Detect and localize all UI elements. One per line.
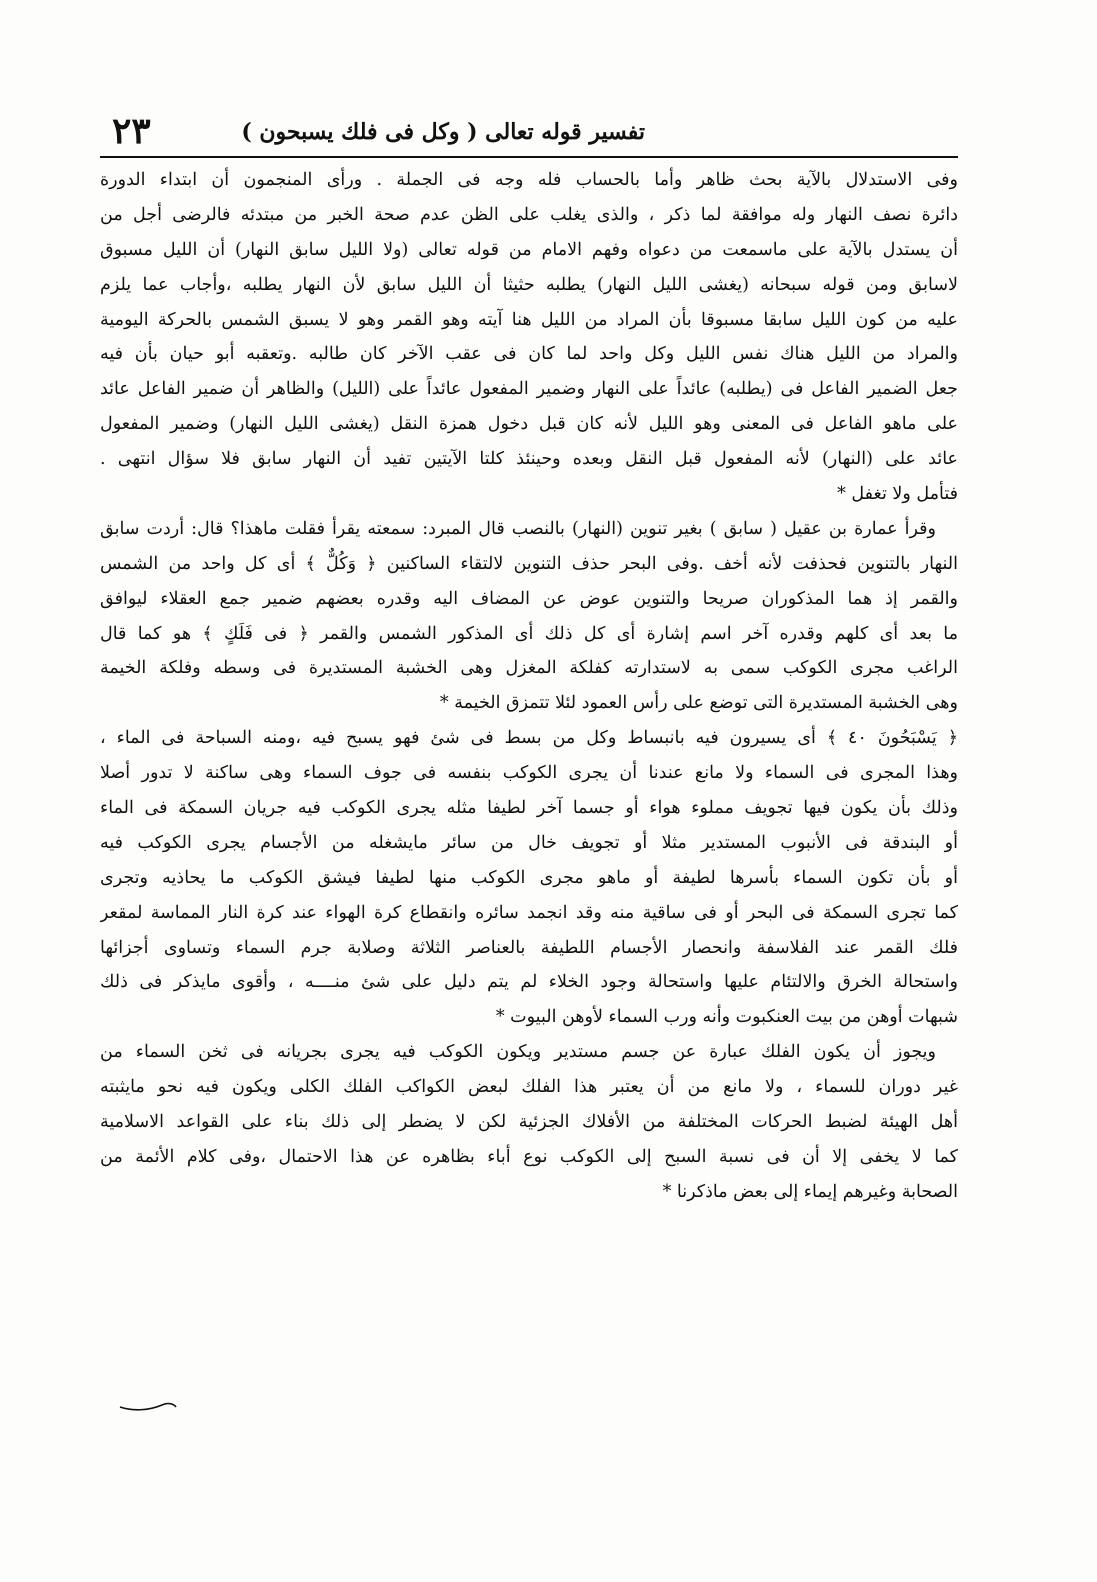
text-line: شبهات أوهن من بيت العنكبوت وأنه ورب السماء لأوهن البيوت * <box>495 1007 958 1028</box>
text-line: دائرة نصف النهار وله موافقة لما ذكر ، والذى يغلب على الظن عدم صحة الخبر من مبتدئه فالرضى أجل من <box>100 204 958 225</box>
page-header <box>100 108 960 158</box>
text-line: عليه من كون الليل سابقا مسبوقا بأن المراد من الليل هنا آيته وهو القمر وهو لا يسبق الشمس بالحركة اليومية <box>100 309 958 330</box>
text-line: وهذا المجرى فى السماء ولا مانع عندنا أن يجرى الكوكب بنفسه فى جوف السماء وهى ساكنة لا تدور أصلا <box>100 763 958 784</box>
text-line: ﴿ يَسْبَحُونَ ٤٠ ﴾ أى يسيرون فيه بانبساط وكل من بسط فى شئ فهو يسبح فيه ،ومنه السباحة فى الماء ، <box>100 728 958 749</box>
text-line: فتأمل ولا تغفل * <box>837 484 958 505</box>
text-line: ما بعد أى كلهم وقدره آخر اسم إشارة أى كل ذلك أى المذكور الشمس والقمر ﴿ فى فَلَكٍ ﴾ هو كما قال <box>100 623 958 644</box>
text-line: غير دوران للسماء ، ولا مانع من أن يعتبر هذا الفلك لبعض الكواكب الفلك الكلى ويكون فيه نحو مايثبته <box>100 1077 958 1098</box>
text-line: ويجوز أن يكون الفلك عبارة عن جسم مستدير ويكون الكوكب فيه يجرى بجريانه فى ثخن السماء من <box>100 1042 936 1063</box>
text-line: كما لا يخفى إلا أن فى نسبة السبح إلى الكوكب نوع أباء بظاهره عن هذا الاحتمال ،وفى كلام الأئمة من <box>100 1146 958 1167</box>
text-line: على ماهو الفاعل فى المعنى وهو الليل لأنه كان قبل دخول همزة النقل (يغشى الليل النهار) وضمير المفعول <box>100 414 958 435</box>
text-line: الراغب مجرى الكوكب سمى به لاستدارته كفلكة المغزل وهى الخشبة المستديرة فى وسطه وفلكة الخيمة <box>100 658 958 679</box>
text-line: الصحابة وغيرهم إيماء إلى بعض ماذكرنا * <box>662 1181 958 1202</box>
text-line: أو بأن تكون السماء بأسرها لطيفة أو ماهو مجرى الكوكب منها لطيفا فيشق الكوكب ما يحاذيه وتجرى <box>100 867 958 888</box>
text-line: وهى الخشبة المستديرة التى توضع على رأس العمود لئلا تتمزق الخيمة * <box>439 693 958 714</box>
text-line: أهل الهيئة لضبط الحركات المختلفة من الأفلاك الجزئية لكن لا يضطر إلى ذلك بناء على القواعد الاسلامية <box>100 1112 958 1133</box>
header-rule <box>100 156 958 158</box>
text-line: والمراد من الليل هناك نفس الليل وكل واحد لما كان فى عقب الآخر كان طالبه .وتعقبه أبو حيان بأن فيه <box>100 344 958 365</box>
text-line: جعل الضمير الفاعل فى (يطلبه) عائداً على النهار وضمير المفعول عائداً على (الليل) والظاهر أن ضمير الفاعل عائد <box>100 379 958 400</box>
body-text <box>100 163 958 1210</box>
text-line: عائد على (النهار) لأنه المفعول قبل النقل وبعده وحينئذ كلتا الآيتين تفيد أن النهار سابق فلا سؤال انتهى . <box>100 449 958 470</box>
text-line: أو البندقة فى الأنبوب المستدير مثلا أو تجويف خال من سائر مايشغله من الأجسام يجرى الكوكب فيه <box>100 832 958 853</box>
text-line: أن يستدل بالآية على ماسمعت من دعواه وفهم الامام من قوله تعالى (ولا الليل سابق النهار) أن الليل مسبوق <box>100 239 958 260</box>
running-title: تفسير قوله تعالى ( وكل فى فلك يسبحون ) <box>241 119 645 145</box>
text-line: وذلك بأن يكون فيها تجويف مملوء هواء أو جسما آخر لطيفا مثله يجرى الكوكب فيه جريان السمكة فى الماء <box>100 798 958 819</box>
text-line: وقرأ عمارة بن عقيل ( سابق ) بغير تنوين (النهار) بالنصب قال المبرد: سمعته يقرأ فقلت ماهذا؟ قال: أردت سابق <box>100 518 936 539</box>
text-line: النهار بالتنوين فحذفت لأنه أخف .وفى البحر حذف التنوين لالتقاء الساكنين ﴿ وَكُلٌّ ﴾ أى كل واحد من الشمس <box>100 553 958 574</box>
text-line: وفى الاستدلال بالآية بحث ظاهر وأما بالحساب فله وجه فى الجملة . ورأى المنجمون أن ابتداء الدورة <box>100 170 958 190</box>
text-line: كما تجرى السمكة فى البحر أو فى ساقية منه وقد انجمد سائره وانقطاع كرة الهواء عند كرة النار المماسة لمقعر <box>100 902 958 923</box>
text-line: والقمر إذ هما المذكوران صريحا والتنوين عوض عن المضاف اليه وقدره بعضهم ضمير جمع العقلاء ليوافق <box>100 588 958 609</box>
page-number: ٢٣ <box>112 110 151 152</box>
text-line: لاسابق ومن قوله سبحانه (يغشى الليل النهار) يطلبه حثيثا أن الليل سابق لأن النهار يطلبه ،وأجاب عما يلزم <box>100 274 958 295</box>
text-line: واستحالة الخرق والالتئام عليها واستحالة وجود الخلاء لم يتم دليل على شئ منــــه ، وأقوى مايذكر فى ذلك <box>100 972 958 993</box>
flourish-ornament <box>118 1395 178 1413</box>
text-line: فلك القمر عند الفلاسفة وانحصار الأجسام اللطيفة بالعناصر الثلاثة وصلابة جرم السماء وتساوى أجزائها <box>100 937 958 958</box>
